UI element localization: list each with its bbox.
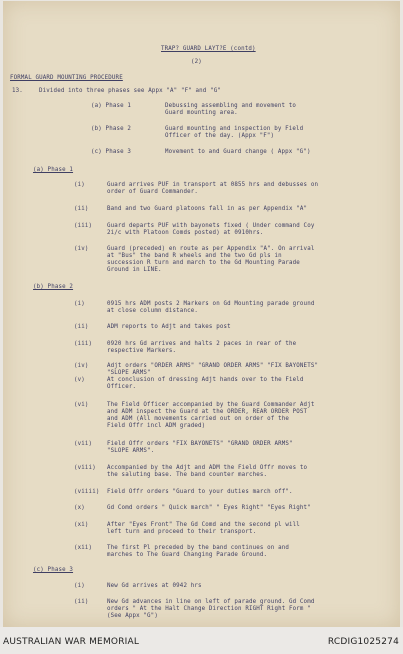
- phase3-heading: (c) Phase 3: [33, 567, 74, 573]
- item-line: "SLOPE ARMS".: [107, 448, 155, 454]
- para-text: Divided into three phases see Appx "A" "F" and "G": [39, 88, 222, 94]
- item-line: After "Eyes Front" The Gd Comd and the second pl will: [107, 522, 300, 528]
- item-number: (x): [74, 505, 85, 511]
- phase-desc-line: Guard mounting and inspection by Field: [165, 126, 304, 132]
- item-line: the saluting base. The band counter marches.: [107, 472, 268, 478]
- item-number: (viii): [74, 465, 96, 471]
- item-number: (i): [74, 182, 85, 188]
- item-line: New Gd arrives at 0942 hrs: [107, 583, 202, 589]
- phase-label: (c) Phase 3: [91, 149, 132, 155]
- item-number: (ii): [74, 599, 89, 605]
- item-number: (i): [74, 583, 85, 589]
- item-line: at close column distance.: [107, 308, 199, 314]
- item-line: orders " At the Halt Change Direction RIGHT Right Form ": [107, 606, 311, 612]
- item-line: and ADM inspect the Guard at the ORDER, REAR ORDER POST: [107, 409, 308, 415]
- item-line: left turn and proceed to their transport.: [107, 529, 257, 535]
- document-page: [3, 1, 400, 627]
- item-line: The Field Officer accompanied by the Guard Commander Adjt: [107, 402, 315, 408]
- item-line: 0915 hrs ADM posts 2 Markers on Gd Mounting parade ground: [107, 301, 315, 307]
- item-number: (i): [74, 301, 85, 307]
- phase-desc-line: Movement to and Guard change ( Appx "G"): [165, 149, 311, 155]
- item-line: and ADM (All movements carried out on order of the: [107, 416, 290, 422]
- item-line: Adjt orders "ORDER ARMS" "GRAND ORDER ARMS" "FIX BAYONETS": [107, 363, 319, 369]
- section-heading: FORMAL GUARD MOUNTING PROCEDURE: [10, 75, 123, 81]
- item-number: (ii): [74, 324, 89, 330]
- item-number: (ii): [74, 206, 89, 212]
- item-number: (xii): [74, 545, 93, 551]
- item-line: Guard arrives PUF in transport at 0855 hrs and debusses on: [107, 182, 319, 188]
- item-line: "SLOPE ARMS": [107, 370, 151, 376]
- item-line: Band and two Guard platoons fall in as per Appendix "A": [107, 206, 308, 212]
- item-line: Ground in LINE.: [107, 267, 162, 273]
- page-number: (2): [191, 59, 202, 65]
- item-line: at "Bus" the band R wheels and the two Gd pls in: [107, 253, 282, 259]
- item-line: Field Offr orders "Guard to your duties march off".: [107, 489, 293, 495]
- item-line: Field Offr orders "FIX BAYONETS" "GRAND ORDER ARMS": [107, 441, 293, 447]
- document-title: TRAP? GUARD LAYT?E (contd): [161, 46, 256, 52]
- item-number: (v): [74, 377, 85, 383]
- footer-record-id: RCDIG1025274: [327, 637, 399, 647]
- item-line: ADM reports to Adjt and takes post: [107, 324, 231, 330]
- item-line: 2i/c with Platoon Comds posted) at 0910hrs.: [107, 230, 264, 236]
- phase-desc-line: Officer of the day. (Appx "F"): [165, 133, 275, 139]
- phase-label: (b) Phase 2: [91, 126, 132, 132]
- archive-footer: [0, 627, 403, 654]
- phase-desc-line: Guard mounting area.: [165, 110, 238, 116]
- item-line: Field Offr incl ADM graded): [107, 423, 206, 429]
- item-line: At conclusion of dressing Adjt hands over to the Field: [107, 377, 304, 383]
- item-number: (xi): [74, 522, 89, 528]
- item-line: New Gd advances in line on left of parade ground. Gd Comd: [107, 599, 315, 605]
- item-line: Guard departs PUF with bayonets fixed ( Under command Coy: [107, 223, 315, 229]
- item-line: The first Pl preceded by the band continues on and: [107, 545, 290, 551]
- item-line: 0920 hrs Gd arrives and halts 2 paces in rear of the: [107, 341, 297, 347]
- item-line: succession R turn and march to the Gd Mounting Parade: [107, 260, 300, 266]
- item-number: (iii): [74, 341, 93, 347]
- item-number: (iv): [74, 363, 89, 369]
- item-line: marches to The Guard Changing Parade Ground.: [107, 552, 268, 558]
- item-number: (iv): [74, 246, 89, 252]
- item-number: (viiii): [74, 489, 100, 495]
- item-number: (vii): [74, 441, 93, 447]
- item-line: Guard (preceded) en route as per Appendix "A". On arrival: [107, 246, 315, 252]
- item-number: (iii): [74, 223, 93, 229]
- item-line: Accompanied by the Adjt and ADM the Field Offr moves to: [107, 465, 308, 471]
- item-line: respective Markers.: [107, 348, 177, 354]
- item-line: (See Appx "G"): [107, 613, 158, 619]
- item-line: order of Guard Commander.: [107, 189, 199, 195]
- phase-label: (a) Phase 1: [91, 103, 132, 109]
- phase-desc-line: Debussing assembling and movement to: [165, 103, 297, 109]
- item-line: Officer.: [107, 384, 137, 390]
- footer-institution: AUSTRALIAN WAR MEMORIAL: [3, 637, 140, 647]
- item-number: (vi): [74, 402, 89, 408]
- phase2-heading: (b) Phase 2: [33, 284, 74, 290]
- item-line: Gd Comd orders " Quick march" " Eyes Right" "Eyes Right": [107, 505, 311, 511]
- phase1-heading: (a) Phase 1: [33, 167, 74, 173]
- para-number: 13.: [12, 88, 23, 94]
